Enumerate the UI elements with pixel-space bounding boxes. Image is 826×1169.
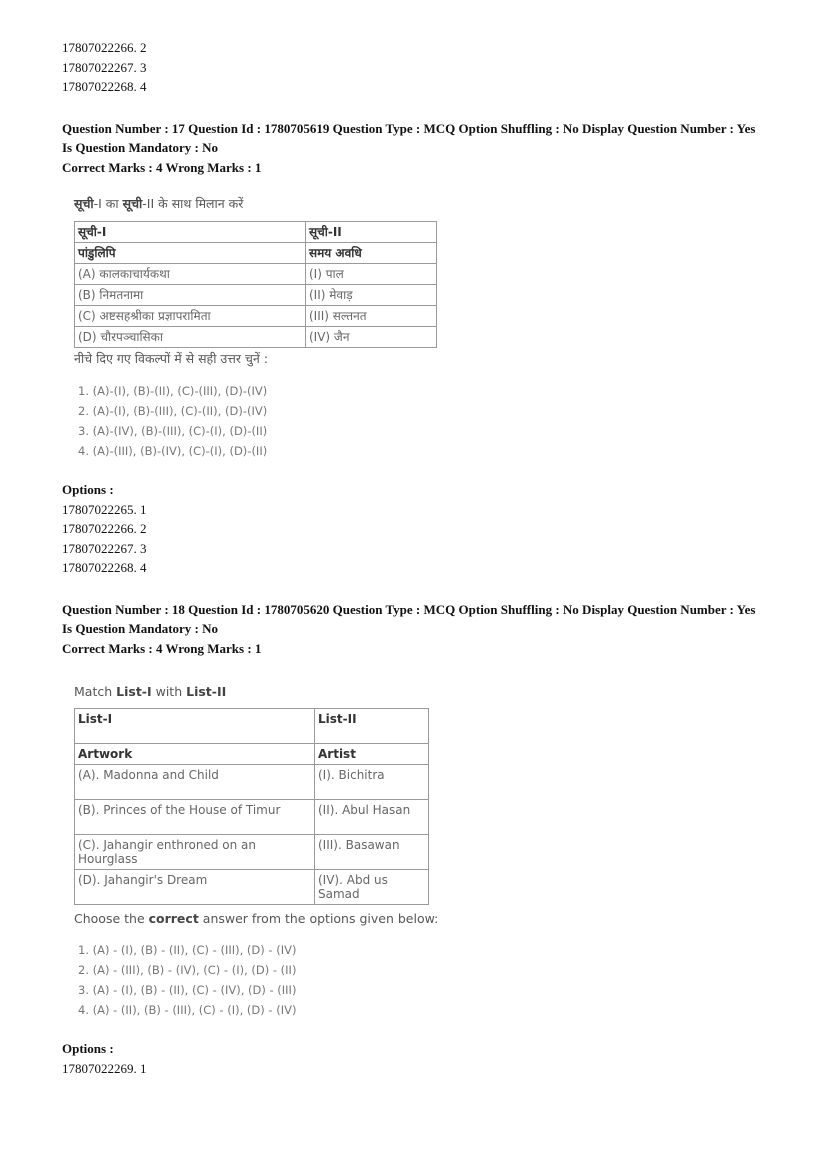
table-row [75, 327, 437, 348]
question-18 [62, 600, 782, 1079]
question-mandatory: Is Question Mandatory : No [62, 621, 219, 636]
question-marks: Correct Marks : 4 Wrong Marks : 1 [62, 159, 262, 175]
column-subheader: Artwork [75, 744, 315, 765]
column-subheader: Artist [315, 744, 429, 765]
table-cell: (A). Madonna and Child [75, 765, 315, 800]
answer-choice: 1. (A) - (I), (B) - (II), (C) - (III), (D) - (IV) [78, 943, 297, 957]
question-header: Question Number : 18 Question Id : 1780705620 Question Type : MCQ Option Shuffling : No Display Question Number : Yes [62, 601, 756, 617]
page [62, 38, 782, 1078]
column-header: सूची-I [75, 222, 306, 243]
table-cell: (I). Bichitra [315, 765, 429, 800]
option-line: 17807022269. 1 [62, 1060, 147, 1076]
answer-choice: 4. (A) - (II), (B) - (III), (C) - (I), (D) - (IV) [78, 1003, 297, 1017]
question-image [74, 684, 782, 1020]
option-line: 17807022267. 3 [62, 59, 147, 75]
question-17 [62, 119, 782, 578]
question-instruction: सूची-I का सूची-II के साथ मिलान करें [74, 196, 244, 211]
table-cell: (D) चौरपञ्चासिका [75, 327, 306, 348]
option-line: 17807022268. 4 [62, 560, 147, 575]
table-cell: (IV) जैन [306, 327, 437, 348]
match-table [74, 221, 437, 348]
table-row [75, 285, 437, 306]
answer-choice: 4. (A)-(III), (B)-(IV), (C)-(I), (D)-(II) [78, 444, 268, 458]
option-line: 17807022266. 2 [62, 40, 147, 55]
question-header: Question Number : 17 Question Id : 1780705619 Question Type : MCQ Option Shuffling : No Display Question Number : Yes [62, 120, 756, 136]
table-row [75, 306, 437, 327]
choose-instruction: Choose the correct answer from the options given below: [74, 911, 439, 926]
table-cell: (B) निमतनामा [75, 285, 306, 306]
table-cell: (C) अष्टसहश्रीका प्रज्ञापरामिता [75, 306, 306, 327]
options-label: Options : [62, 482, 114, 497]
table-cell: (III) सल्तनत [306, 306, 437, 327]
table-cell: (D). Jahangir's Dream [75, 870, 315, 905]
option-line: 17807022267. 3 [62, 540, 147, 556]
column-header: सूची-II [306, 222, 437, 243]
column-subheader: समय अवधि [306, 243, 437, 264]
table-cell: (I) पाल [306, 264, 437, 285]
answer-choice: 1. (A)-(I), (B)-(II), (C)-(III), (D)-(IV) [78, 384, 268, 398]
question-instruction: Match List-I with List-II [74, 684, 227, 699]
option-line: 17807022266. 2 [62, 521, 147, 536]
column-subheader: पांडुलिपि [75, 243, 306, 264]
question-image [74, 195, 782, 461]
question-mandatory: Is Question Mandatory : No [62, 140, 219, 155]
answer-choice: 3. (A) - (I), (B) - (II), (C) - (IV), (D) - (III) [78, 983, 297, 997]
column-header: List-I [75, 709, 315, 744]
table-row [75, 870, 429, 905]
table-row [75, 264, 437, 285]
table-row [75, 800, 429, 835]
options-label: Options : [62, 1041, 114, 1056]
option-line: 17807022268. 4 [62, 79, 147, 94]
question-marks: Correct Marks : 4 Wrong Marks : 1 [62, 640, 262, 656]
table-cell: (II) मेवाड़ [306, 285, 437, 306]
answer-choice: 3. (A)-(IV), (B)-(III), (C)-(I), (D)-(II) [78, 424, 268, 438]
table-cell: (B). Princes of the House of Timur [75, 800, 315, 835]
choose-instruction: नीचे दिए गए विकल्पों में से सही उत्तर चुनें : [74, 351, 269, 366]
table-cell: (III). Basawan [315, 835, 429, 870]
option-line: 17807022265. 1 [62, 501, 147, 517]
column-header: List-II [315, 709, 429, 744]
answer-choice: 2. (A)-(I), (B)-(III), (C)-(II), (D)-(IV) [78, 404, 268, 418]
match-table [74, 708, 429, 905]
table-cell: (C). Jahangir enthroned on an Hourglass [75, 835, 315, 870]
answer-choice: 2. (A) - (III), (B) - (IV), (C) - (I), (D) - (II) [78, 963, 297, 977]
table-row [75, 835, 429, 870]
table-cell: (A) कालकाचार्यकथा [75, 264, 306, 285]
previous-options [62, 38, 782, 97]
table-row [75, 765, 429, 800]
table-cell: (IV). Abd us Samad [315, 870, 429, 905]
table-cell: (II). Abul Hasan [315, 800, 429, 835]
